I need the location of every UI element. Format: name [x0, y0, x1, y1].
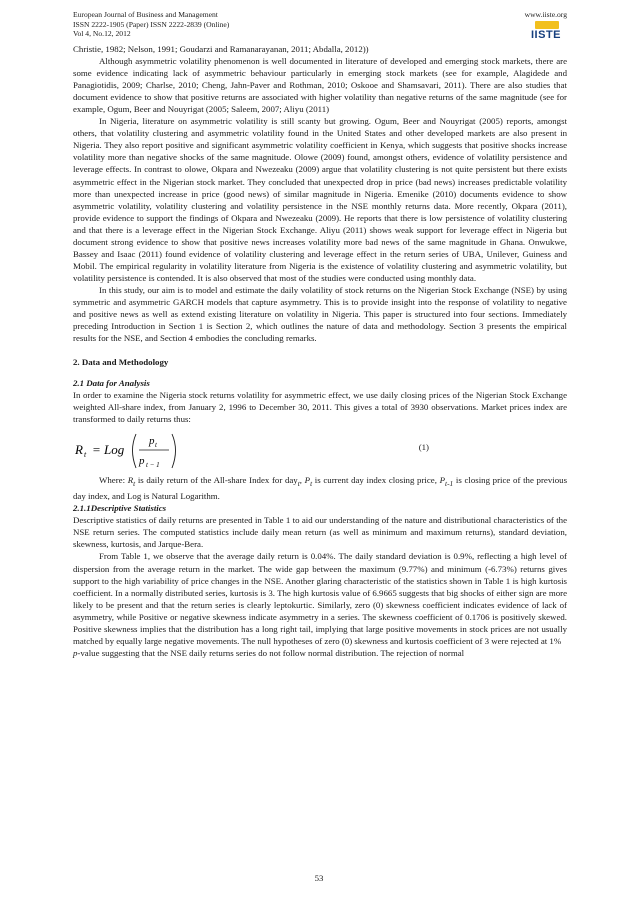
paragraph: In order to examine the Nigeria stock returns volatility for asymmetric effect, we use daily closing prices of the Nigerian Stock Exchange weighted All-share index, from January 2, 1996 to December 30, 2011. This gives a total of 3930 observations. Market prices index are transformed to daily returns thus: — [73, 390, 567, 425]
paragraph: Although asymmetric volatility phenomenon is well documented in literature of developed and emerging stock markets, there are some evidence indicating lack of asymmetric behaviour particularly in emerging stock markets (see for example, Alagidede and Panagiotidis, 2009; Charlse, 2010; Cheng, Jahn-Paver and Rothman, 2010; Oskooe and Shamsavari, 2011). There are also studies that document evidence to show that positive returns are associated with higher volatility than negative returns of the same magnitude (see for example, Ogum, Beer and Nouyrigat (2005; Saleem, 2007; Aliyu (2011) — [73, 56, 567, 115]
where-paragraph — [73, 474, 567, 502]
iiste-logo — [531, 21, 565, 43]
p-symbol: p — [73, 647, 78, 658]
where-text: is daily return of the All-share Index for day — [135, 475, 298, 486]
paragraph: Christie, 1982; Nelson, 1991; Goudarzi and Ramanarayanan, 2011; Abdalla, 2012)) — [73, 44, 369, 54]
symbol: R — [127, 475, 134, 486]
paragraph: In this study, our aim is to model and estimate the daily volatility of stock returns on the Nigerian Stock Exchange (NSE) by using symmetric and asymmetric GARCH models that capture asymmetry. This is to provide insight into the response of volatility to negative and positive news as well as extend existing literature on volatility in Nigeria. This paper is structured into four sections. Immediately preceding Introduction in Section 1 is Section 2, which outlines the nature of data and methodology. Section 3 presents the empirical results for the NSE, and Section 4 embodies the concluding remarks. — [73, 284, 567, 344]
left-paren-icon — [133, 434, 137, 468]
equation-1 — [73, 428, 567, 472]
equation-number: (1) — [418, 442, 429, 453]
subscript: t — [310, 479, 313, 489]
page-number: 53 — [314, 873, 324, 883]
issn-line: ISSN 2222-1905 (Paper) ISSN 2222-2839 (Online) — [73, 19, 230, 29]
right-paren-icon — [172, 434, 176, 468]
paragraph — [73, 647, 567, 659]
eq-numerator-sub: t — [155, 441, 157, 450]
section-heading: 2. Data and Methodology — [73, 357, 169, 368]
subscript: t-1 — [445, 479, 454, 489]
subsection-heading: 2.1.1Descriptive Statistics — [73, 503, 167, 514]
journal-info — [73, 10, 567, 39]
subsection-heading: 2.1 Data for Analysis — [73, 378, 150, 389]
eq-numerator: p — [149, 435, 155, 448]
where-text: , — [299, 475, 305, 486]
logo-bar-icon — [535, 21, 559, 29]
subscript: t — [133, 479, 136, 489]
where-text: is current day index closing price, — [312, 475, 440, 486]
paragraph: Descriptive statistics of daily returns are presented in Table 1 to aid our understanding of the nature and distributional characteristics of the NSE return series. The computed statistics include daily mean return (as well as minimum and maximum returns), standard deviation, skewness, kurtosis, and Jarque-Bera. — [73, 515, 567, 550]
volume-line: Vol 4, No.12, 2012 — [73, 29, 131, 39]
article-body — [73, 43, 567, 659]
eq-func: = Log — [92, 442, 125, 458]
where-text: is closing price of the previous day index, and Log is Natural Logarithm. — [73, 475, 568, 502]
equation-graphic — [73, 428, 293, 472]
eq-denominator: p — [139, 455, 145, 468]
symbol: P — [439, 475, 446, 486]
paragraph: From Table 1, we observe that the average daily return is 0.04%. The daily standard deviation is 0.9%, reflecting a high level of dispersion from the average return in the market. The wide gap between the maximum (9.77%) and minimum (-6.73%) returns gives support to the high variability of price changes in the NSE. Another glaring characteristic of the statistics shown in Table 1 is high kurtosis coefficient. In a normally distributed series, kurtosis is 3. The high kurtosis value of 6.9665 suggests that big shocks of either sign are more likely to be present and that the return series is clearly leptokurtic. Similarly, zero (0) skewness coefficient indicates evidence of lack of asymmetry, while Positive or negative skewness indicate asymmetry in a series. The skewness coefficient of 0.1706 is positively skewed. Positive skewness implies that the distribution has a long right tail, implying that large positive movements in stock prices are not usually matched by equally large negative movements. The null hypotheses of zero (0) skewness and kurtosis coefficient of 3 were rejected at 1% — [73, 551, 567, 646]
paragraph-text: -value suggesting that the NSE daily returns series do not follow normal distribution. The rejection of normal — [77, 647, 465, 658]
journal-title: European Journal of Business and Management — [73, 10, 218, 19]
symbol: P — [304, 475, 311, 486]
logo-text: IISTE — [531, 29, 562, 41]
subscript: t — [297, 479, 300, 489]
eq-lhs-sub: t — [84, 450, 87, 460]
where-text: Where: — [99, 475, 128, 486]
paragraph: In Nigeria, literature on asymmetric volatility is still scanty but growing. Ogum, Beer and Nouyrigat (2005) reports, amongst others, that volatility clustering and asymmetric volatility found in the United States and other developed markets are also present in Nigeria. They also report positive and significant asymmetric volatility coefficient in Kenya, which suggests that positive shocks increase volatility more than negative shocks of the same magnitude. Olowe (2009) found, amongst others, evidence of volatility persistence and leverage effects. In contrast to olowe, Okpara and Nwezeaku (2009) argue that volatility clustering is not quite persistent but there exists asymmetric effect in the Nigerian stock market. They concluded that unexpected drop in price (bad news) increases predictable volatility more than unexpected increase in price (good news) of similar magnitude in Nigeria. Emenike (2010) documents evidence to show asymmetric volatility, volatility clustering and volatility persistence in the NSE monthly returns data. More recently, Okpara (2011), provide evidence to support the findings of Okpara and Nwezeaku (2009). He reports that there is low persistence of volatility clustering and that there is a leverage effect in the Nigerian Stock Exchange. Aliyu (2011) shows weak support for leverage effect in Nigeria but document strong evidence to show that positive news increases volatility more bad news of the same magnitude in Ghana. Onwukwe, Bassey and Isaac (2011) found evidence of volatility clustering and leverage effect in the return series of UBA, Unilever, Guiness and Mobil. The empirical regularity in volatility literature from Nigeria is the existence of volatility clustering and asymmetric volatility, but volatility persistence is contended. It is also observed that most of the studies were conducted using monthly data. — [73, 116, 567, 283]
eq-lhs: R — [75, 442, 83, 458]
journal-url[interactable]: www.iiste.org — [524, 10, 567, 19]
eq-denominator-sub: t − 1 — [146, 461, 160, 470]
